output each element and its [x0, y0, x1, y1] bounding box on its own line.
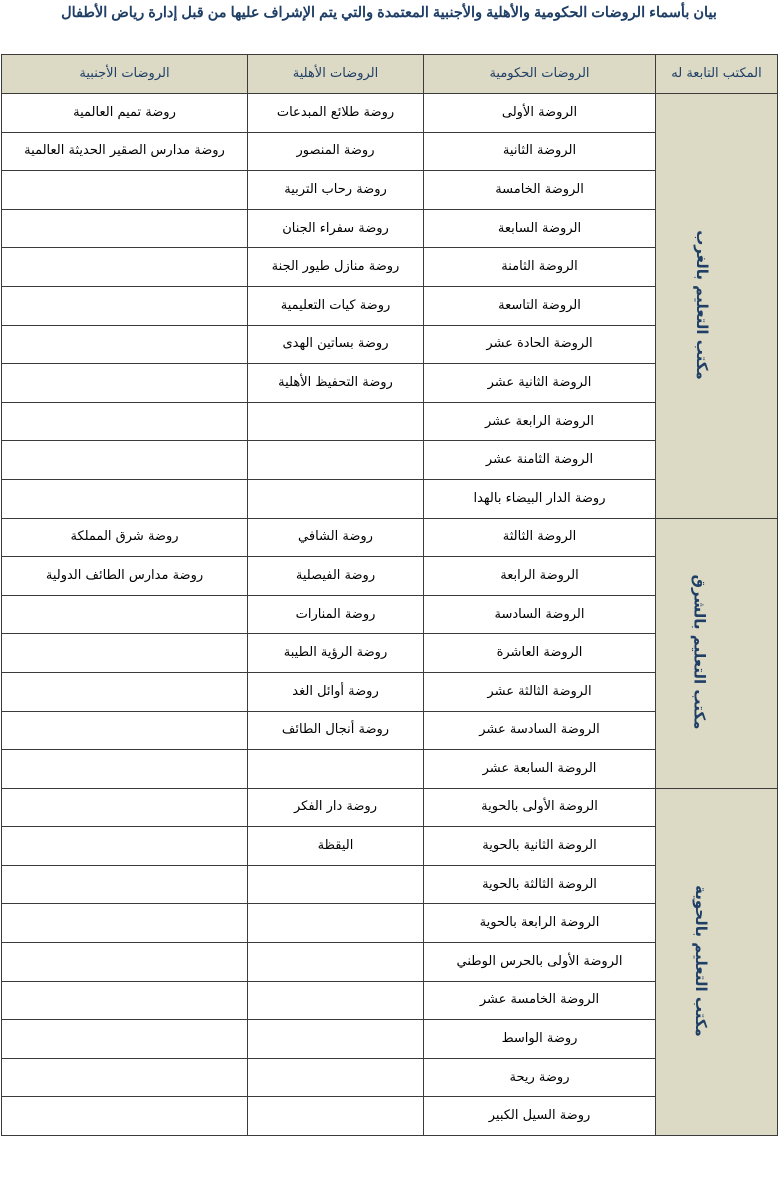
private-kindergarten-cell: روضة طلائع المبدعات — [248, 94, 424, 133]
government-kindergarten-cell: الروضة السابعة — [424, 209, 656, 248]
foreign-kindergarten-cell: روضة تميم العالمية — [2, 94, 248, 133]
government-kindergarten-cell: الروضة الثانية عشر — [424, 364, 656, 403]
private-kindergarten-cell: روضة الفيصلية — [248, 557, 424, 596]
government-kindergarten-cell: الروضة الرابعة عشر — [424, 402, 656, 441]
table-row — [2, 518, 778, 557]
government-kindergarten-cell: الروضة السادسة — [424, 595, 656, 634]
government-kindergarten-cell: الروضة الثامنة عشر — [424, 441, 656, 480]
government-kindergarten-cell: روضة الدار البيضاء بالهدا — [424, 479, 656, 518]
private-kindergarten-cell — [248, 943, 424, 982]
foreign-kindergarten-cell: روضة مدارس الصقير الحديثة العالمية — [2, 132, 248, 171]
header-government: الروضات الحكومية — [424, 55, 656, 94]
private-kindergarten-cell — [248, 1020, 424, 1059]
government-kindergarten-cell: الروضة الرابعة — [424, 557, 656, 596]
foreign-kindergarten-cell — [2, 1020, 248, 1059]
document-title: بيان بأسماء الروضات الحكومية والأهلية والأجنبية المعتمدة والتي يتم الإشراف عليها من قبل إدارة رياض الأطفال — [61, 5, 717, 21]
private-kindergarten-cell — [248, 402, 424, 441]
government-kindergarten-cell: الروضة الأولى — [424, 94, 656, 133]
foreign-kindergarten-cell — [2, 634, 248, 673]
private-kindergarten-cell: روضة دار الفكر — [248, 788, 424, 827]
foreign-kindergarten-cell: روضة شرق المملكة — [2, 518, 248, 557]
government-kindergarten-cell: الروضة الخامسة عشر — [424, 981, 656, 1020]
government-kindergarten-cell: الروضة التاسعة — [424, 286, 656, 325]
foreign-kindergarten-cell — [2, 981, 248, 1020]
private-kindergarten-cell: اليقظة — [248, 827, 424, 866]
government-kindergarten-cell: الروضة الرابعة بالحوية — [424, 904, 656, 943]
table-body — [2, 94, 778, 1136]
private-kindergarten-cell — [248, 904, 424, 943]
foreign-kindergarten-cell: روضة مدارس الطائف الدولية — [2, 557, 248, 596]
office-cell — [656, 518, 778, 788]
table-header-row — [2, 55, 778, 94]
government-kindergarten-cell: الروضة الثامنة — [424, 248, 656, 287]
foreign-kindergarten-cell — [2, 1097, 248, 1136]
foreign-kindergarten-cell — [2, 248, 248, 287]
kindergartens-table — [1, 54, 778, 1136]
government-kindergarten-cell: الروضة العاشرة — [424, 634, 656, 673]
foreign-kindergarten-cell — [2, 827, 248, 866]
government-kindergarten-cell: الروضة الثالثة — [424, 518, 656, 557]
private-kindergarten-cell: روضة منازل طيور الجنة — [248, 248, 424, 287]
table-row — [2, 788, 778, 827]
office-cell — [656, 94, 778, 519]
foreign-kindergarten-cell — [2, 943, 248, 982]
private-kindergarten-cell: روضة الشافي — [248, 518, 424, 557]
government-kindergarten-cell: الروضة الحادة عشر — [424, 325, 656, 364]
private-kindergarten-cell: روضة الرؤية الطيبة — [248, 634, 424, 673]
table-row — [2, 94, 778, 133]
foreign-kindergarten-cell — [2, 364, 248, 403]
foreign-kindergarten-cell — [2, 441, 248, 480]
private-kindergarten-cell: روضة أوائل الغد — [248, 672, 424, 711]
government-kindergarten-cell: الروضة الثانية بالحوية — [424, 827, 656, 866]
government-kindergarten-cell: روضة الواسط — [424, 1020, 656, 1059]
private-kindergarten-cell: روضة أنجال الطائف — [248, 711, 424, 750]
private-kindergarten-cell: روضة كيات التعليمية — [248, 286, 424, 325]
private-kindergarten-cell — [248, 981, 424, 1020]
government-kindergarten-cell: الروضة الثالثة بالحوية — [424, 865, 656, 904]
private-kindergarten-cell — [248, 1097, 424, 1136]
header-foreign: الروضات الأجنبية — [2, 55, 248, 94]
foreign-kindergarten-cell — [2, 711, 248, 750]
government-kindergarten-cell: الروضة الأولى بالحرس الوطني — [424, 943, 656, 982]
private-kindergarten-cell — [248, 750, 424, 789]
office-label: مكتب التعليم بالشرق — [690, 574, 709, 730]
government-kindergarten-cell: الروضة الثالثة عشر — [424, 672, 656, 711]
foreign-kindergarten-cell — [2, 788, 248, 827]
foreign-kindergarten-cell — [2, 286, 248, 325]
government-kindergarten-cell: الروضة الأولى بالحوية — [424, 788, 656, 827]
private-kindergarten-cell — [248, 441, 424, 480]
government-kindergarten-cell: روضة ريحة — [424, 1058, 656, 1097]
private-kindergarten-cell: روضة بساتين الهدى — [248, 325, 424, 364]
header-office: المكتب التابعة له — [656, 55, 778, 94]
office-cell — [656, 788, 778, 1135]
foreign-kindergarten-cell — [2, 750, 248, 789]
government-kindergarten-cell: الروضة الثانية — [424, 132, 656, 171]
private-kindergarten-cell: روضة المنصور — [248, 132, 424, 171]
foreign-kindergarten-cell — [2, 865, 248, 904]
private-kindergarten-cell — [248, 865, 424, 904]
office-label: مكتب التعليم بالغرب — [693, 229, 712, 380]
private-kindergarten-cell: روضة التحفيظ الأهلية — [248, 364, 424, 403]
foreign-kindergarten-cell — [2, 479, 248, 518]
private-kindergarten-cell: روضة رحاب التربية — [248, 171, 424, 210]
government-kindergarten-cell: الروضة السادسة عشر — [424, 711, 656, 750]
foreign-kindergarten-cell — [2, 325, 248, 364]
foreign-kindergarten-cell — [2, 402, 248, 441]
government-kindergarten-cell: الروضة السابعة عشر — [424, 750, 656, 789]
office-label: مكتب التعليم بالحوية — [692, 885, 711, 1037]
foreign-kindergarten-cell — [2, 1058, 248, 1097]
foreign-kindergarten-cell — [2, 171, 248, 210]
government-kindergarten-cell: روضة السيل الكبير — [424, 1097, 656, 1136]
government-kindergarten-cell: الروضة الخامسة — [424, 171, 656, 210]
private-kindergarten-cell: روضة سفراء الجنان — [248, 209, 424, 248]
header-private: الروضات الأهلية — [248, 55, 424, 94]
foreign-kindergarten-cell — [2, 904, 248, 943]
private-kindergarten-cell — [248, 1058, 424, 1097]
private-kindergarten-cell: روضة المنارات — [248, 595, 424, 634]
foreign-kindergarten-cell — [2, 209, 248, 248]
foreign-kindergarten-cell — [2, 672, 248, 711]
foreign-kindergarten-cell — [2, 595, 248, 634]
private-kindergarten-cell — [248, 479, 424, 518]
